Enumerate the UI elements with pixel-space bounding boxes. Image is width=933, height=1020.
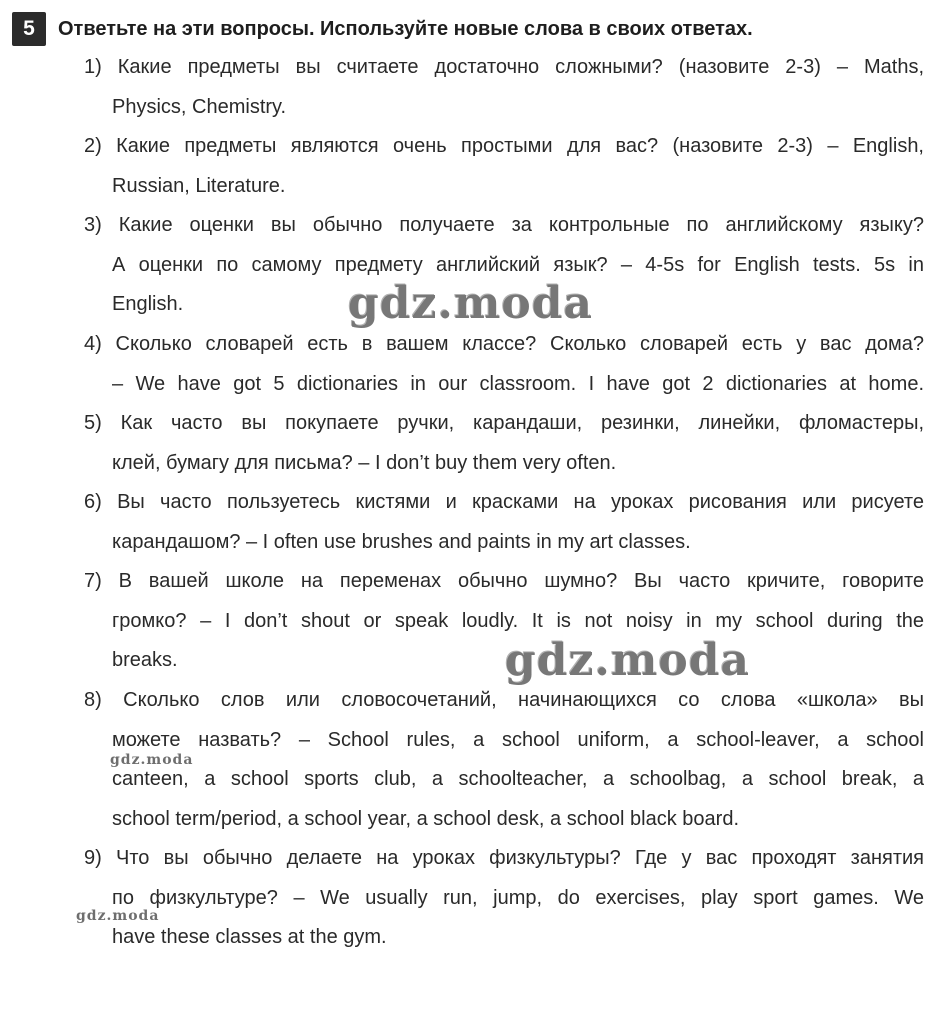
item-line: 5) Как часто вы покупаете ручки, карандаши, резинки, линейки, фломастеры,: [84, 412, 924, 434]
watermark-logo-small: gdz.moda: [110, 752, 194, 768]
item-line: А оценки по самому предмету английский язык? – 4-5s for English tests. 5s in: [112, 253, 924, 276]
item-line: breaks.: [112, 649, 178, 671]
answer-item-3: [84, 206, 924, 325]
item-line: клей, бумагу для письма? – I don’t buy them very often.: [112, 451, 617, 474]
watermark-logo: gdz.moda: [348, 278, 594, 329]
task-header: [12, 12, 753, 46]
item-line: 7) В вашей школе на переменах обычно шумно? Вы часто кричите, говорите: [84, 570, 924, 592]
task-number-badge: 5: [12, 12, 46, 46]
item-line: – We have got 5 dictionaries in our classroom. I have got 2 dictionaries at home.: [112, 372, 924, 395]
item-line: по физкультуре? – We usually run, jump, do exercises, play sport games. We: [112, 886, 924, 909]
answer-item-9: [84, 839, 924, 958]
watermark-logo: gdz.moda: [505, 635, 751, 686]
item-line: 2) Какие предметы являются очень простыми для вас? (назовите 2-3) – English,: [84, 135, 924, 157]
item-line: 1) Какие предметы вы считаете достаточно сложными? (назовите 2-3) – Maths,: [84, 56, 924, 78]
answer-item-4: [84, 325, 924, 404]
answer-item-2: [84, 127, 924, 206]
item-line: have these classes at the gym.: [112, 926, 387, 948]
answer-item-7: [84, 562, 924, 681]
item-line: 3) Какие оценки вы обычно получаете за контрольные по английскому языку?: [84, 214, 924, 236]
watermark-logo-small: gdz.moda: [76, 908, 160, 924]
item-line: 8) Сколько слов или словосочетаний, начинающихся со слова «школа» вы: [84, 689, 924, 711]
answer-item-5: [84, 404, 924, 483]
item-line: English.: [112, 293, 184, 315]
item-line: 6) Вы часто пользуетесь кистями и красками на уроках рисования или рисуете: [84, 491, 924, 513]
answer-item-8: [84, 681, 924, 839]
task-title: Ответьте на эти вопросы. Используйте новые слова в своих ответах.: [58, 17, 753, 40]
item-line: school term/period, a school year, a school desk, a school black board.: [112, 807, 740, 830]
item-line: 9) Что вы обычно делаете на уроках физкультуры? Где у вас проходят занятия: [84, 847, 924, 869]
answer-item-6: [84, 483, 924, 562]
answer-item-1: [84, 48, 924, 127]
item-line: карандашом? – I often use brushes and paints in my art classes.: [112, 530, 691, 553]
item-line: можете назвать? – School rules, a school uniform, a school-leaver, a school: [112, 728, 924, 751]
item-line: Russian, Literature.: [112, 174, 286, 197]
item-line: 4) Сколько словарей есть в вашем классе? Сколько словарей есть у вас дома?: [84, 333, 924, 355]
item-line: canteen, a school sports club, a schoolteacher, a schoolbag, a school break, a: [112, 768, 924, 790]
item-line: громко? – I don’t shout or speak loudly. It is not noisy in my school during the: [112, 609, 924, 632]
item-line: Physics, Chemistry.: [112, 95, 287, 118]
